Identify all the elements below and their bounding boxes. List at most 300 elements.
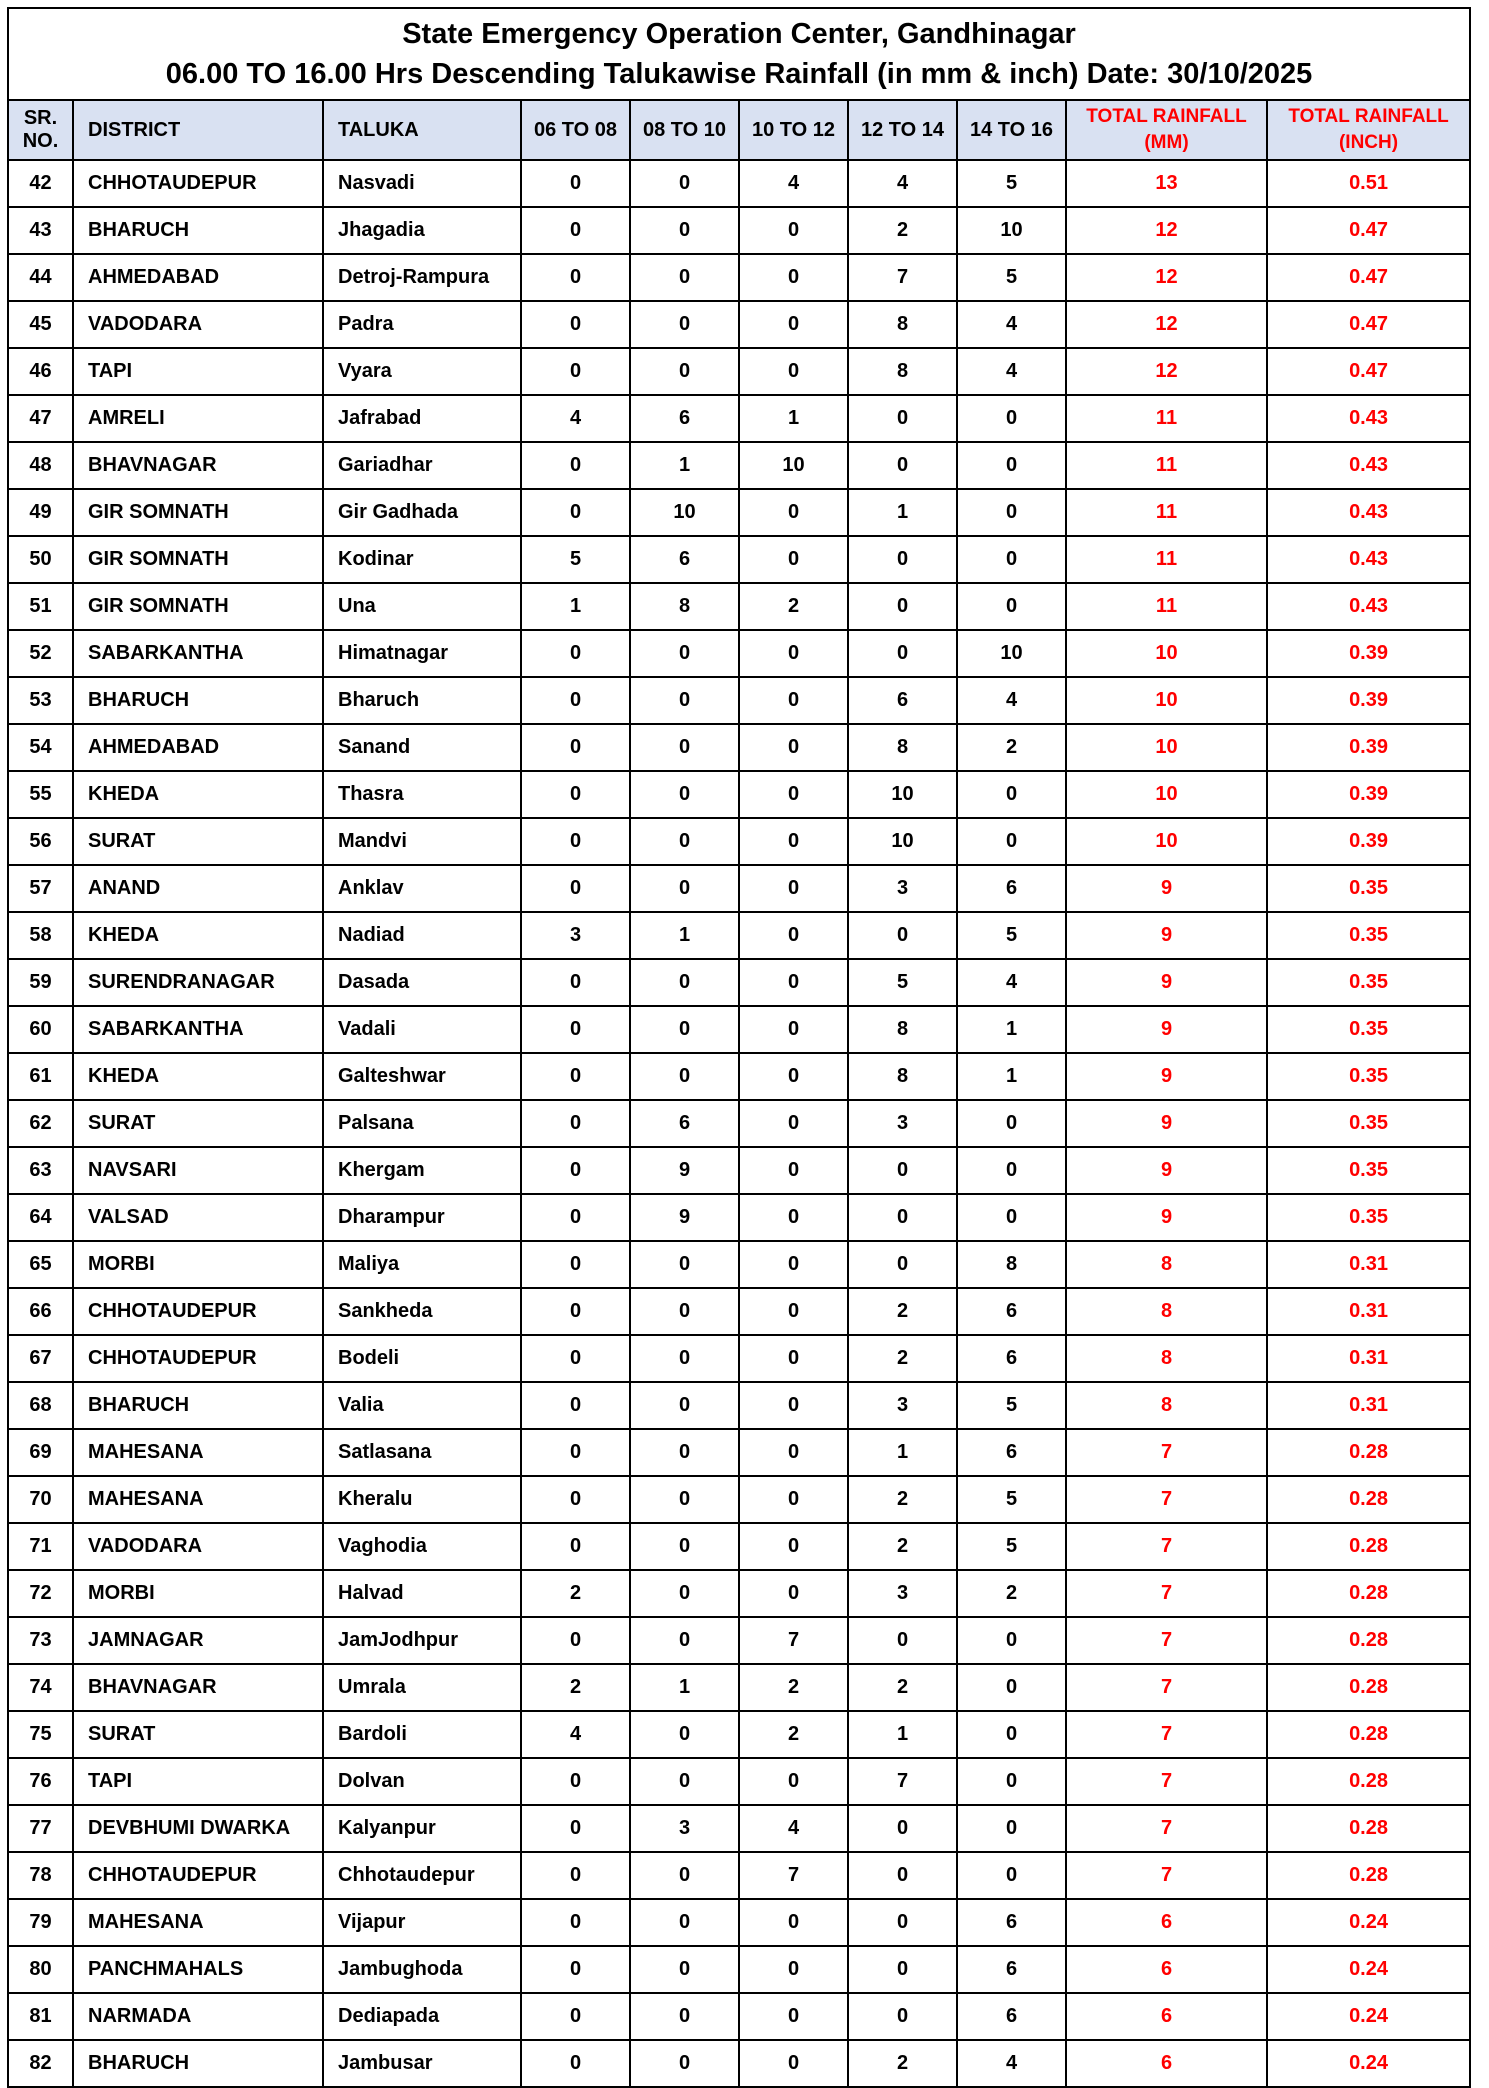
sr-no-cell: 59 [8,959,73,1006]
total-mm-cell: 10 [1066,771,1267,818]
table-row [8,1147,1470,1194]
taluka-cell: Maliya [323,1241,521,1288]
total-mm-cell: 10 [1066,818,1267,865]
rain-08-10-cell: 0 [630,2040,739,2087]
taluka-cell: Padra [323,301,521,348]
district-cell: VADODARA [73,1523,323,1570]
rain-08-10-cell: 8 [630,583,739,630]
col-taluka: TALUKA [323,100,521,160]
rain-10-12-cell: 0 [739,912,848,959]
rain-14-16-cell: 6 [957,1429,1066,1476]
rain-14-16-cell: 5 [957,1476,1066,1523]
rain-08-10-cell: 0 [630,677,739,724]
rain-10-12-cell: 7 [739,1852,848,1899]
district-cell: BHARUCH [73,2040,323,2087]
total-mm-cell: 10 [1066,630,1267,677]
rain-06-08-cell: 5 [521,536,630,583]
taluka-cell: Vadali [323,1006,521,1053]
rain-10-12-cell: 0 [739,1053,848,1100]
table-row [8,677,1470,724]
rain-14-16-cell: 5 [957,160,1066,207]
rain-14-16-cell: 4 [957,301,1066,348]
table-row [8,865,1470,912]
rain-08-10-cell: 1 [630,1664,739,1711]
rain-06-08-cell: 0 [521,1241,630,1288]
taluka-cell: Dasada [323,959,521,1006]
rain-08-10-cell: 9 [630,1147,739,1194]
col-12-to-14: 12 TO 14 [848,100,957,160]
total-mm-cell: 9 [1066,1053,1267,1100]
rain-08-10-cell: 0 [630,207,739,254]
rain-08-10-cell: 0 [630,1006,739,1053]
total-mm-cell: 11 [1066,489,1267,536]
district-cell: CHHOTAUDEPUR [73,160,323,207]
table-row [8,1476,1470,1523]
rain-08-10-cell: 0 [630,818,739,865]
table-row [8,254,1470,301]
rain-10-12-cell: 0 [739,1523,848,1570]
taluka-cell: Himatnagar [323,630,521,677]
sr-no-cell: 42 [8,160,73,207]
rain-06-08-cell: 0 [521,724,630,771]
taluka-cell: Dediapada [323,1993,521,2040]
total-mm-cell: 10 [1066,677,1267,724]
table-row [8,771,1470,818]
rain-12-14-cell: 1 [848,489,957,536]
total-mm-cell: 6 [1066,2040,1267,2087]
table-row [8,912,1470,959]
table-row [8,207,1470,254]
total-inch-cell: 0.43 [1267,583,1470,630]
district-cell: BHARUCH [73,207,323,254]
district-cell: AHMEDABAD [73,724,323,771]
rain-08-10-cell: 0 [630,1758,739,1805]
table-row [8,1899,1470,1946]
sr-no-cell: 55 [8,771,73,818]
rain-12-14-cell: 10 [848,771,957,818]
sr-no-cell: 46 [8,348,73,395]
table-row [8,348,1470,395]
rain-12-14-cell: 10 [848,818,957,865]
table-row [8,1664,1470,1711]
total-inch-cell: 0.24 [1267,1946,1470,1993]
rain-14-16-cell: 6 [957,865,1066,912]
total-mm-cell: 11 [1066,395,1267,442]
total-mm-cell: 10 [1066,724,1267,771]
total-inch-cell: 0.28 [1267,1617,1470,1664]
table-row [8,489,1470,536]
total-inch-cell: 0.47 [1267,254,1470,301]
rain-14-16-cell: 0 [957,1664,1066,1711]
rain-10-12-cell: 2 [739,1664,848,1711]
total-inch-cell: 0.35 [1267,1006,1470,1053]
rain-10-12-cell: 0 [739,1476,848,1523]
rain-10-12-cell: 0 [739,771,848,818]
district-cell: MORBI [73,1570,323,1617]
table-row [8,1805,1470,1852]
sr-no-cell: 67 [8,1335,73,1382]
rain-12-14-cell: 0 [848,1993,957,2040]
total-mm-cell: 8 [1066,1241,1267,1288]
rain-06-08-cell: 0 [521,1852,630,1899]
rain-14-16-cell: 0 [957,442,1066,489]
rain-08-10-cell: 6 [630,1100,739,1147]
col-sr-no: SR. NO. [8,100,73,160]
rain-06-08-cell: 0 [521,254,630,301]
total-inch-cell: 0.35 [1267,1053,1470,1100]
sr-no-cell: 77 [8,1805,73,1852]
table-row [8,1006,1470,1053]
rain-08-10-cell: 6 [630,536,739,583]
sr-no-cell: 68 [8,1382,73,1429]
taluka-cell: Thasra [323,771,521,818]
total-mm-cell: 8 [1066,1382,1267,1429]
total-inch-cell: 0.47 [1267,207,1470,254]
district-cell: SURAT [73,1100,323,1147]
rain-10-12-cell: 10 [739,442,848,489]
rain-06-08-cell: 0 [521,1006,630,1053]
rain-12-14-cell: 3 [848,1100,957,1147]
rain-12-14-cell: 0 [848,1852,957,1899]
rain-10-12-cell: 0 [739,301,848,348]
total-mm-cell: 8 [1066,1335,1267,1382]
rain-12-14-cell: 8 [848,724,957,771]
rain-08-10-cell: 9 [630,1194,739,1241]
table-row [8,1758,1470,1805]
rain-12-14-cell: 2 [848,1523,957,1570]
district-cell: SURAT [73,1711,323,1758]
rain-12-14-cell: 8 [848,1053,957,1100]
rain-08-10-cell: 0 [630,1946,739,1993]
sr-no-cell: 56 [8,818,73,865]
total-inch-cell: 0.35 [1267,912,1470,959]
total-mm-cell: 9 [1066,959,1267,1006]
rain-06-08-cell: 0 [521,1335,630,1382]
rain-10-12-cell: 0 [739,724,848,771]
total-mm-cell: 8 [1066,1288,1267,1335]
total-mm-cell: 9 [1066,1100,1267,1147]
rain-10-12-cell: 4 [739,1805,848,1852]
sr-no-cell: 61 [8,1053,73,1100]
rain-10-12-cell: 0 [739,1382,848,1429]
rain-12-14-cell: 0 [848,1241,957,1288]
sr-no-cell: 52 [8,630,73,677]
total-inch-cell: 0.24 [1267,2040,1470,2087]
sr-no-cell: 48 [8,442,73,489]
rain-12-14-cell: 2 [848,1664,957,1711]
total-inch-cell: 0.51 [1267,160,1470,207]
rain-10-12-cell: 0 [739,348,848,395]
rain-12-14-cell: 2 [848,1476,957,1523]
rain-06-08-cell: 0 [521,1194,630,1241]
district-cell: AMRELI [73,395,323,442]
col-district: DISTRICT [73,100,323,160]
total-mm-cell: 7 [1066,1711,1267,1758]
rain-10-12-cell: 0 [739,1288,848,1335]
rain-08-10-cell: 0 [630,959,739,1006]
rain-14-16-cell: 0 [957,536,1066,583]
sr-no-cell: 63 [8,1147,73,1194]
rain-12-14-cell: 1 [848,1711,957,1758]
taluka-cell: Bodeli [323,1335,521,1382]
rain-10-12-cell: 0 [739,536,848,583]
rain-08-10-cell: 0 [630,1053,739,1100]
taluka-cell: Dolvan [323,1758,521,1805]
rain-14-16-cell: 0 [957,1711,1066,1758]
rain-12-14-cell: 0 [848,1147,957,1194]
table-row [8,442,1470,489]
rain-14-16-cell: 4 [957,959,1066,1006]
sr-no-cell: 65 [8,1241,73,1288]
district-cell: NARMADA [73,1993,323,2040]
rain-14-16-cell: 6 [957,1993,1066,2040]
rain-06-08-cell: 0 [521,1617,630,1664]
district-cell: BHARUCH [73,677,323,724]
rain-14-16-cell: 0 [957,818,1066,865]
table-row [8,1429,1470,1476]
total-inch-cell: 0.28 [1267,1476,1470,1523]
rain-06-08-cell: 2 [521,1570,630,1617]
taluka-cell: Vaghodia [323,1523,521,1570]
sr-no-cell: 69 [8,1429,73,1476]
rain-08-10-cell: 0 [630,1476,739,1523]
total-inch-cell: 0.28 [1267,1429,1470,1476]
rain-08-10-cell: 0 [630,160,739,207]
rain-12-14-cell: 0 [848,395,957,442]
total-inch-cell: 0.43 [1267,395,1470,442]
taluka-cell: Bharuch [323,677,521,724]
table-row [8,1523,1470,1570]
sr-no-cell: 71 [8,1523,73,1570]
total-mm-cell: 12 [1066,301,1267,348]
sr-no-cell: 72 [8,1570,73,1617]
sr-no-cell: 70 [8,1476,73,1523]
rain-06-08-cell: 0 [521,1476,630,1523]
rain-06-08-cell: 3 [521,912,630,959]
rain-14-16-cell: 0 [957,489,1066,536]
rain-06-08-cell: 0 [521,1053,630,1100]
table-row [8,959,1470,1006]
rain-14-16-cell: 0 [957,1805,1066,1852]
rain-14-16-cell: 6 [957,1288,1066,1335]
district-cell: VALSAD [73,1194,323,1241]
total-inch-cell: 0.35 [1267,865,1470,912]
rain-10-12-cell: 1 [739,395,848,442]
sr-no-cell: 80 [8,1946,73,1993]
total-inch-cell: 0.43 [1267,489,1470,536]
rain-08-10-cell: 0 [630,865,739,912]
col-total-mm: TOTAL RAINFALL (MM) [1066,100,1267,160]
total-mm-cell: 9 [1066,1194,1267,1241]
rain-12-14-cell: 0 [848,1946,957,1993]
total-mm-cell: 7 [1066,1429,1267,1476]
col-08-to-10: 08 TO 10 [630,100,739,160]
total-mm-cell: 7 [1066,1476,1267,1523]
rain-06-08-cell: 0 [521,1100,630,1147]
rain-14-16-cell: 5 [957,1523,1066,1570]
total-inch-cell: 0.28 [1267,1758,1470,1805]
total-inch-cell: 0.31 [1267,1241,1470,1288]
sr-no-cell: 64 [8,1194,73,1241]
sr-no-cell: 50 [8,536,73,583]
district-cell: BHAVNAGAR [73,442,323,489]
sr-no-cell: 57 [8,865,73,912]
rain-08-10-cell: 1 [630,442,739,489]
rain-14-16-cell: 0 [957,1758,1066,1805]
rain-14-16-cell: 5 [957,254,1066,301]
district-cell: GIR SOMNATH [73,489,323,536]
taluka-cell: Kheralu [323,1476,521,1523]
table-row [8,536,1470,583]
total-inch-cell: 0.39 [1267,818,1470,865]
taluka-cell: Mandvi [323,818,521,865]
taluka-cell: Khergam [323,1147,521,1194]
rain-10-12-cell: 0 [739,818,848,865]
taluka-cell: Detroj-Rampura [323,254,521,301]
rain-10-12-cell: 0 [739,1006,848,1053]
total-mm-cell: 7 [1066,1664,1267,1711]
rain-08-10-cell: 0 [630,1993,739,2040]
rain-10-12-cell: 0 [739,865,848,912]
rain-06-08-cell: 0 [521,207,630,254]
rain-14-16-cell: 0 [957,1194,1066,1241]
rain-12-14-cell: 2 [848,1288,957,1335]
sr-no-cell: 43 [8,207,73,254]
rain-10-12-cell: 2 [739,1711,848,1758]
district-cell: PANCHMAHALS [73,1946,323,1993]
taluka-cell: Jambughoda [323,1946,521,1993]
rain-12-14-cell: 2 [848,1335,957,1382]
table-row [8,160,1470,207]
district-cell: CHHOTAUDEPUR [73,1852,323,1899]
sr-no-cell: 58 [8,912,73,959]
rain-06-08-cell: 2 [521,1664,630,1711]
sr-no-cell: 76 [8,1758,73,1805]
rain-06-08-cell: 0 [521,677,630,724]
rain-06-08-cell: 4 [521,1711,630,1758]
rain-12-14-cell: 4 [848,160,957,207]
rain-12-14-cell: 6 [848,677,957,724]
total-inch-cell: 0.28 [1267,1523,1470,1570]
rain-08-10-cell: 0 [630,1899,739,1946]
taluka-cell: Valia [323,1382,521,1429]
taluka-cell: Sanand [323,724,521,771]
rain-06-08-cell: 0 [521,771,630,818]
total-inch-cell: 0.35 [1267,959,1470,1006]
rain-12-14-cell: 7 [848,254,957,301]
total-mm-cell: 7 [1066,1852,1267,1899]
rain-14-16-cell: 0 [957,1852,1066,1899]
rain-12-14-cell: 3 [848,865,957,912]
rain-12-14-cell: 0 [848,1805,957,1852]
rain-08-10-cell: 1 [630,912,739,959]
rain-14-16-cell: 0 [957,1100,1066,1147]
total-inch-cell: 0.35 [1267,1147,1470,1194]
rain-12-14-cell: 0 [848,536,957,583]
total-inch-cell: 0.28 [1267,1664,1470,1711]
rain-06-08-cell: 0 [521,1523,630,1570]
total-inch-cell: 0.39 [1267,724,1470,771]
rain-14-16-cell: 6 [957,1335,1066,1382]
taluka-cell: Jambusar [323,2040,521,2087]
rain-10-12-cell: 0 [739,2040,848,2087]
district-cell: ANAND [73,865,323,912]
rain-08-10-cell: 0 [630,1241,739,1288]
rain-06-08-cell: 1 [521,583,630,630]
sr-no-cell: 78 [8,1852,73,1899]
taluka-cell: Anklav [323,865,521,912]
rain-12-14-cell: 7 [848,1758,957,1805]
rain-10-12-cell: 2 [739,583,848,630]
total-inch-cell: 0.39 [1267,630,1470,677]
district-cell: AHMEDABAD [73,254,323,301]
sr-no-cell: 44 [8,254,73,301]
rain-08-10-cell: 0 [630,1382,739,1429]
rain-14-16-cell: 2 [957,724,1066,771]
total-inch-cell: 0.43 [1267,536,1470,583]
district-cell: VADODARA [73,301,323,348]
rain-14-16-cell: 0 [957,1147,1066,1194]
table-row [8,1570,1470,1617]
rain-12-14-cell: 0 [848,630,957,677]
rain-12-14-cell: 0 [848,912,957,959]
table-row [8,1194,1470,1241]
rain-14-16-cell: 10 [957,630,1066,677]
total-inch-cell: 0.24 [1267,1993,1470,2040]
taluka-cell: Nadiad [323,912,521,959]
rain-10-12-cell: 0 [739,630,848,677]
sr-no-cell: 54 [8,724,73,771]
table-row [8,1241,1470,1288]
rain-08-10-cell: 10 [630,489,739,536]
sr-no-cell: 47 [8,395,73,442]
total-inch-cell: 0.24 [1267,1899,1470,1946]
taluka-cell: Nasvadi [323,160,521,207]
district-cell: GIR SOMNATH [73,583,323,630]
title-line-2: 06.00 TO 16.00 Hrs Descending Talukawise Rainfall (in mm & inch) Date: 30/10/2025 [165,58,1313,90]
rain-10-12-cell: 0 [739,254,848,301]
taluka-cell: Galteshwar [323,1053,521,1100]
rain-12-14-cell: 8 [848,348,957,395]
table-row [8,2040,1470,2087]
rain-12-14-cell: 1 [848,1429,957,1476]
total-inch-cell: 0.39 [1267,771,1470,818]
table-row [8,1993,1470,2040]
district-cell: CHHOTAUDEPUR [73,1288,323,1335]
rain-06-08-cell: 0 [521,818,630,865]
rain-14-16-cell: 0 [957,583,1066,630]
column-header-row [8,100,1470,160]
table-row [8,1335,1470,1382]
rain-10-12-cell: 0 [739,489,848,536]
district-cell: CHHOTAUDEPUR [73,1335,323,1382]
rain-06-08-cell: 0 [521,1899,630,1946]
table-row [8,1946,1470,1993]
rain-12-14-cell: 0 [848,583,957,630]
total-inch-cell: 0.47 [1267,348,1470,395]
total-mm-cell: 9 [1066,865,1267,912]
rain-06-08-cell: 0 [521,2040,630,2087]
total-inch-cell: 0.28 [1267,1805,1470,1852]
rain-14-16-cell: 8 [957,1241,1066,1288]
table-row [8,1053,1470,1100]
rain-14-16-cell: 0 [957,395,1066,442]
total-mm-cell: 6 [1066,1993,1267,2040]
rain-10-12-cell: 0 [739,1899,848,1946]
table-row [8,1852,1470,1899]
rain-14-16-cell: 6 [957,1946,1066,1993]
rain-10-12-cell: 0 [739,1429,848,1476]
